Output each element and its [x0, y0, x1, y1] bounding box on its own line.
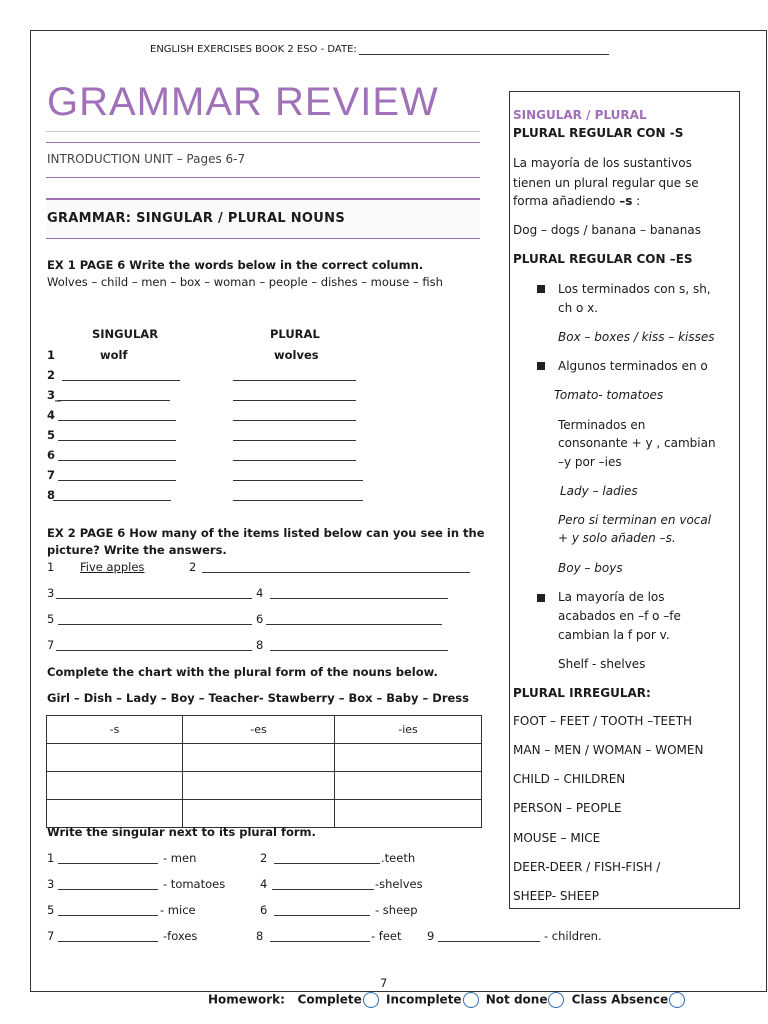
sidebar-text: Terminados en: [558, 418, 646, 432]
singular-answer-line[interactable]: [274, 905, 370, 916]
singular-item-number: 2: [260, 851, 268, 865]
bullet-icon: [537, 285, 545, 293]
ex2-line-4[interactable]: [270, 588, 448, 599]
ex1-singular-line[interactable]: [58, 430, 176, 441]
ex2-line-7[interactable]: [56, 640, 252, 651]
sidebar-regular-s: PLURAL REGULAR CON -S: [513, 126, 684, 140]
singular-answer-line[interactable]: [272, 879, 374, 890]
ex1-row-number: 4: [47, 408, 56, 422]
sidebar-text: Pero si terminan en vocal: [558, 513, 712, 527]
singular-answer-line[interactable]: [58, 905, 158, 916]
singular-item-number: 5: [47, 903, 55, 917]
notdone-radio[interactable]: [548, 992, 564, 1008]
sidebar-text: acabados en –f o –fe: [558, 609, 681, 623]
ex1-plural-line[interactable]: [233, 450, 356, 461]
table-cell[interactable]: [47, 772, 183, 800]
ex1-row-number: 6: [47, 448, 56, 462]
singular-answer-line[interactable]: [270, 931, 370, 942]
singular-answer-line[interactable]: [58, 853, 158, 864]
ex1-row-number: 7: [47, 468, 56, 482]
singular-item-number: 7: [47, 929, 55, 943]
ex2-num-6: 6: [256, 612, 264, 626]
table-row: [47, 772, 482, 800]
table-cell[interactable]: [183, 800, 335, 828]
ex1-plural-line[interactable]: [233, 430, 356, 441]
sidebar-example: Shelf - shelves: [558, 657, 646, 671]
ex2-line-3[interactable]: [56, 588, 252, 599]
singular-item-plural: - feet: [371, 929, 402, 943]
header-text: ENGLISH EXERCISES BOOK 2 ESO - DATE:: [150, 44, 357, 55]
ex1-singular-line[interactable]: [58, 410, 176, 421]
singular-answer-line[interactable]: [58, 879, 158, 890]
bullet-icon: [537, 594, 545, 602]
ex1-plural-line[interactable]: [233, 490, 363, 501]
ex2-answer-1[interactable]: Five apples: [80, 560, 145, 574]
ex2-num-2: 2: [189, 560, 197, 574]
sidebar-text: –y por –ies: [558, 455, 622, 469]
sidebar-text: + y solo añaden –s.: [558, 531, 676, 545]
ex2-line-6[interactable]: [266, 614, 442, 625]
singular-item-number: 9: [427, 929, 435, 943]
singular-answer-line[interactable]: [58, 931, 158, 942]
notdone-label: Not done: [485, 992, 548, 1007]
chart-words: Girl – Dish – Lady – Boy – Teacher- Stawberry – Box – Baby – Dress: [47, 691, 470, 705]
sidebar-example: Dog – dogs / banana – bananas: [513, 223, 701, 237]
sidebar-example: Box – boxes / kiss – kisses: [558, 330, 715, 344]
ex1-singular-answer: wolf: [100, 348, 128, 362]
table-header-es: -es: [183, 716, 335, 744]
sidebar-text: tienen un plural regular que se: [513, 176, 699, 190]
ex1-title: EX 1 PAGE 6 Write the words below in the correct column.: [47, 258, 424, 272]
incomplete-radio[interactable]: [463, 992, 479, 1008]
table-cell[interactable]: [47, 744, 183, 772]
singular-answer-line[interactable]: [274, 853, 380, 864]
absence-radio[interactable]: [669, 992, 685, 1008]
irregular-item: PERSON – PEOPLE: [513, 801, 622, 815]
ex1-row-number: 1: [47, 348, 56, 362]
table-cell[interactable]: [183, 744, 335, 772]
ex2-num-4: 4: [256, 586, 264, 600]
irregular-item: DEER-DEER / FISH-FISH /: [513, 860, 661, 874]
singular-item-plural: - tomatoes: [163, 877, 226, 891]
date-line[interactable]: [359, 54, 609, 55]
sidebar-irregular: PLURAL IRREGULAR:: [513, 686, 651, 700]
page-header: [150, 44, 609, 55]
ex1-plural-line[interactable]: [233, 370, 356, 381]
sidebar-text: Los terminados con s, sh,: [558, 282, 711, 296]
ex1-singular-line[interactable]: [58, 390, 170, 401]
ex1-singular-line[interactable]: [53, 490, 171, 501]
singular-item-plural: - sheep: [375, 903, 418, 917]
ex2-num-1: 1: [47, 560, 55, 574]
ex1-singular-line[interactable]: [58, 470, 176, 481]
singular-item-plural: - men: [163, 851, 197, 865]
irregular-item: SHEEP- SHEEP: [513, 889, 599, 903]
plural-chart: [46, 715, 482, 828]
sidebar-example: Tomato- tomatoes: [554, 388, 664, 402]
singular-answer-line[interactable]: [438, 931, 540, 942]
homework-footer: [208, 992, 688, 1008]
ex2-line-2[interactable]: [202, 562, 470, 573]
chart-instruction: Complete the chart with the plural form of the nouns below.: [47, 665, 438, 679]
section-title: GRAMMAR: SINGULAR / PLURAL NOUNS: [47, 211, 345, 226]
table-row: [47, 800, 482, 828]
sidebar-text: consonante + y , cambian: [558, 436, 716, 450]
complete-label: Complete: [297, 992, 362, 1007]
irregular-item: MOUSE – MICE: [513, 831, 601, 845]
table-cell[interactable]: [335, 744, 482, 772]
irregular-item: MAN – MEN / WOMAN – WOMEN: [513, 743, 704, 757]
ex1-plural-line[interactable]: [233, 470, 363, 481]
singular-instruction: Write the singular next to its plural form.: [47, 825, 316, 839]
bullet-icon: [537, 362, 545, 370]
sidebar-regular-es: PLURAL REGULAR CON –ES: [513, 252, 693, 266]
sidebar-text: forma añadiendo –s :: [513, 194, 641, 208]
sidebar-example: Boy – boys: [558, 561, 623, 575]
intro-band: [46, 142, 480, 178]
ex2-num-7: 7: [47, 638, 55, 652]
singular-item-plural: -shelves: [375, 877, 423, 891]
ex2-line-5[interactable]: [58, 614, 252, 625]
singular-item-plural: .teeth: [381, 851, 416, 865]
ex2-title: EX 2 PAGE 6 How many of the items listed below can you see in the picture? Write the answers.: [47, 526, 485, 557]
singular-item-number: 4: [260, 877, 268, 891]
sidebar-example: Lady – ladies: [560, 484, 638, 498]
ex1-words: Wolves – child – men – box – woman – people – dishes – mouse – fish: [47, 275, 443, 289]
ex1-singular-line[interactable]: [58, 450, 176, 461]
table-row: [47, 744, 482, 772]
sidebar-text: ch o x.: [558, 301, 599, 315]
sidebar-text: Algunos terminados en o: [558, 359, 708, 373]
singular-item-number: 8: [256, 929, 264, 943]
page-title: GRAMMAR REVIEW: [47, 80, 439, 124]
incomplete-label: Incomplete: [385, 992, 462, 1007]
ex1-row-number: 2: [47, 368, 56, 382]
singular-item-plural: - mice: [160, 903, 196, 917]
table-header-row: [47, 716, 482, 744]
table-cell[interactable]: [47, 800, 183, 828]
ex1-row-number: 8: [47, 488, 56, 502]
irregular-item: FOOT – FEET / TOOTH –TEETH: [513, 714, 693, 728]
ex1-row-number: 3_: [47, 388, 61, 402]
singular-item-plural: -foxes: [163, 929, 198, 943]
ex1-plural-line[interactable]: [233, 390, 356, 401]
ex2-num-3: 3: [47, 586, 55, 600]
singular-item-number: 1: [47, 851, 55, 865]
absence-label: Class Absence: [571, 992, 669, 1007]
grammar-sidebar: [509, 91, 740, 909]
table-cell[interactable]: [335, 800, 482, 828]
ex2-line-8[interactable]: [270, 640, 448, 651]
homework-label: Homework:: [208, 992, 285, 1007]
page-number: 7: [380, 976, 388, 990]
sidebar-text: cambian la f por v.: [558, 628, 670, 642]
intro-text: INTRODUCTION UNIT – Pages 6-7: [47, 152, 246, 166]
sidebar-text: La mayoría de los sustantivos: [513, 156, 692, 170]
irregular-item: CHILD – CHILDREN: [513, 772, 626, 786]
singular-item-plural: - children.: [544, 929, 602, 943]
table-cell[interactable]: [335, 772, 482, 800]
singular-item-number: 6: [260, 903, 268, 917]
sidebar-text: La mayoría de los: [558, 590, 665, 604]
ex2-num-5: 5: [47, 612, 55, 626]
table-header-s: -s: [47, 716, 183, 744]
singular-item-number: 3: [47, 877, 55, 891]
ex1-row-number: 5: [47, 428, 56, 442]
col-singular: SINGULAR: [92, 327, 159, 341]
ex1-plural-answer: wolves: [274, 348, 319, 362]
table-header-ies: -ies: [335, 716, 482, 744]
ex1-plural-line[interactable]: [233, 410, 356, 421]
ex2-num-8: 8: [256, 638, 264, 652]
section-band: [46, 198, 480, 239]
sidebar-heading: SINGULAR / PLURAL: [513, 108, 647, 122]
complete-radio[interactable]: [363, 992, 379, 1008]
table-cell[interactable]: [183, 772, 335, 800]
divider: [46, 131, 480, 132]
col-plural: PLURAL: [270, 327, 320, 341]
ex1-singular-line[interactable]: [62, 370, 180, 381]
